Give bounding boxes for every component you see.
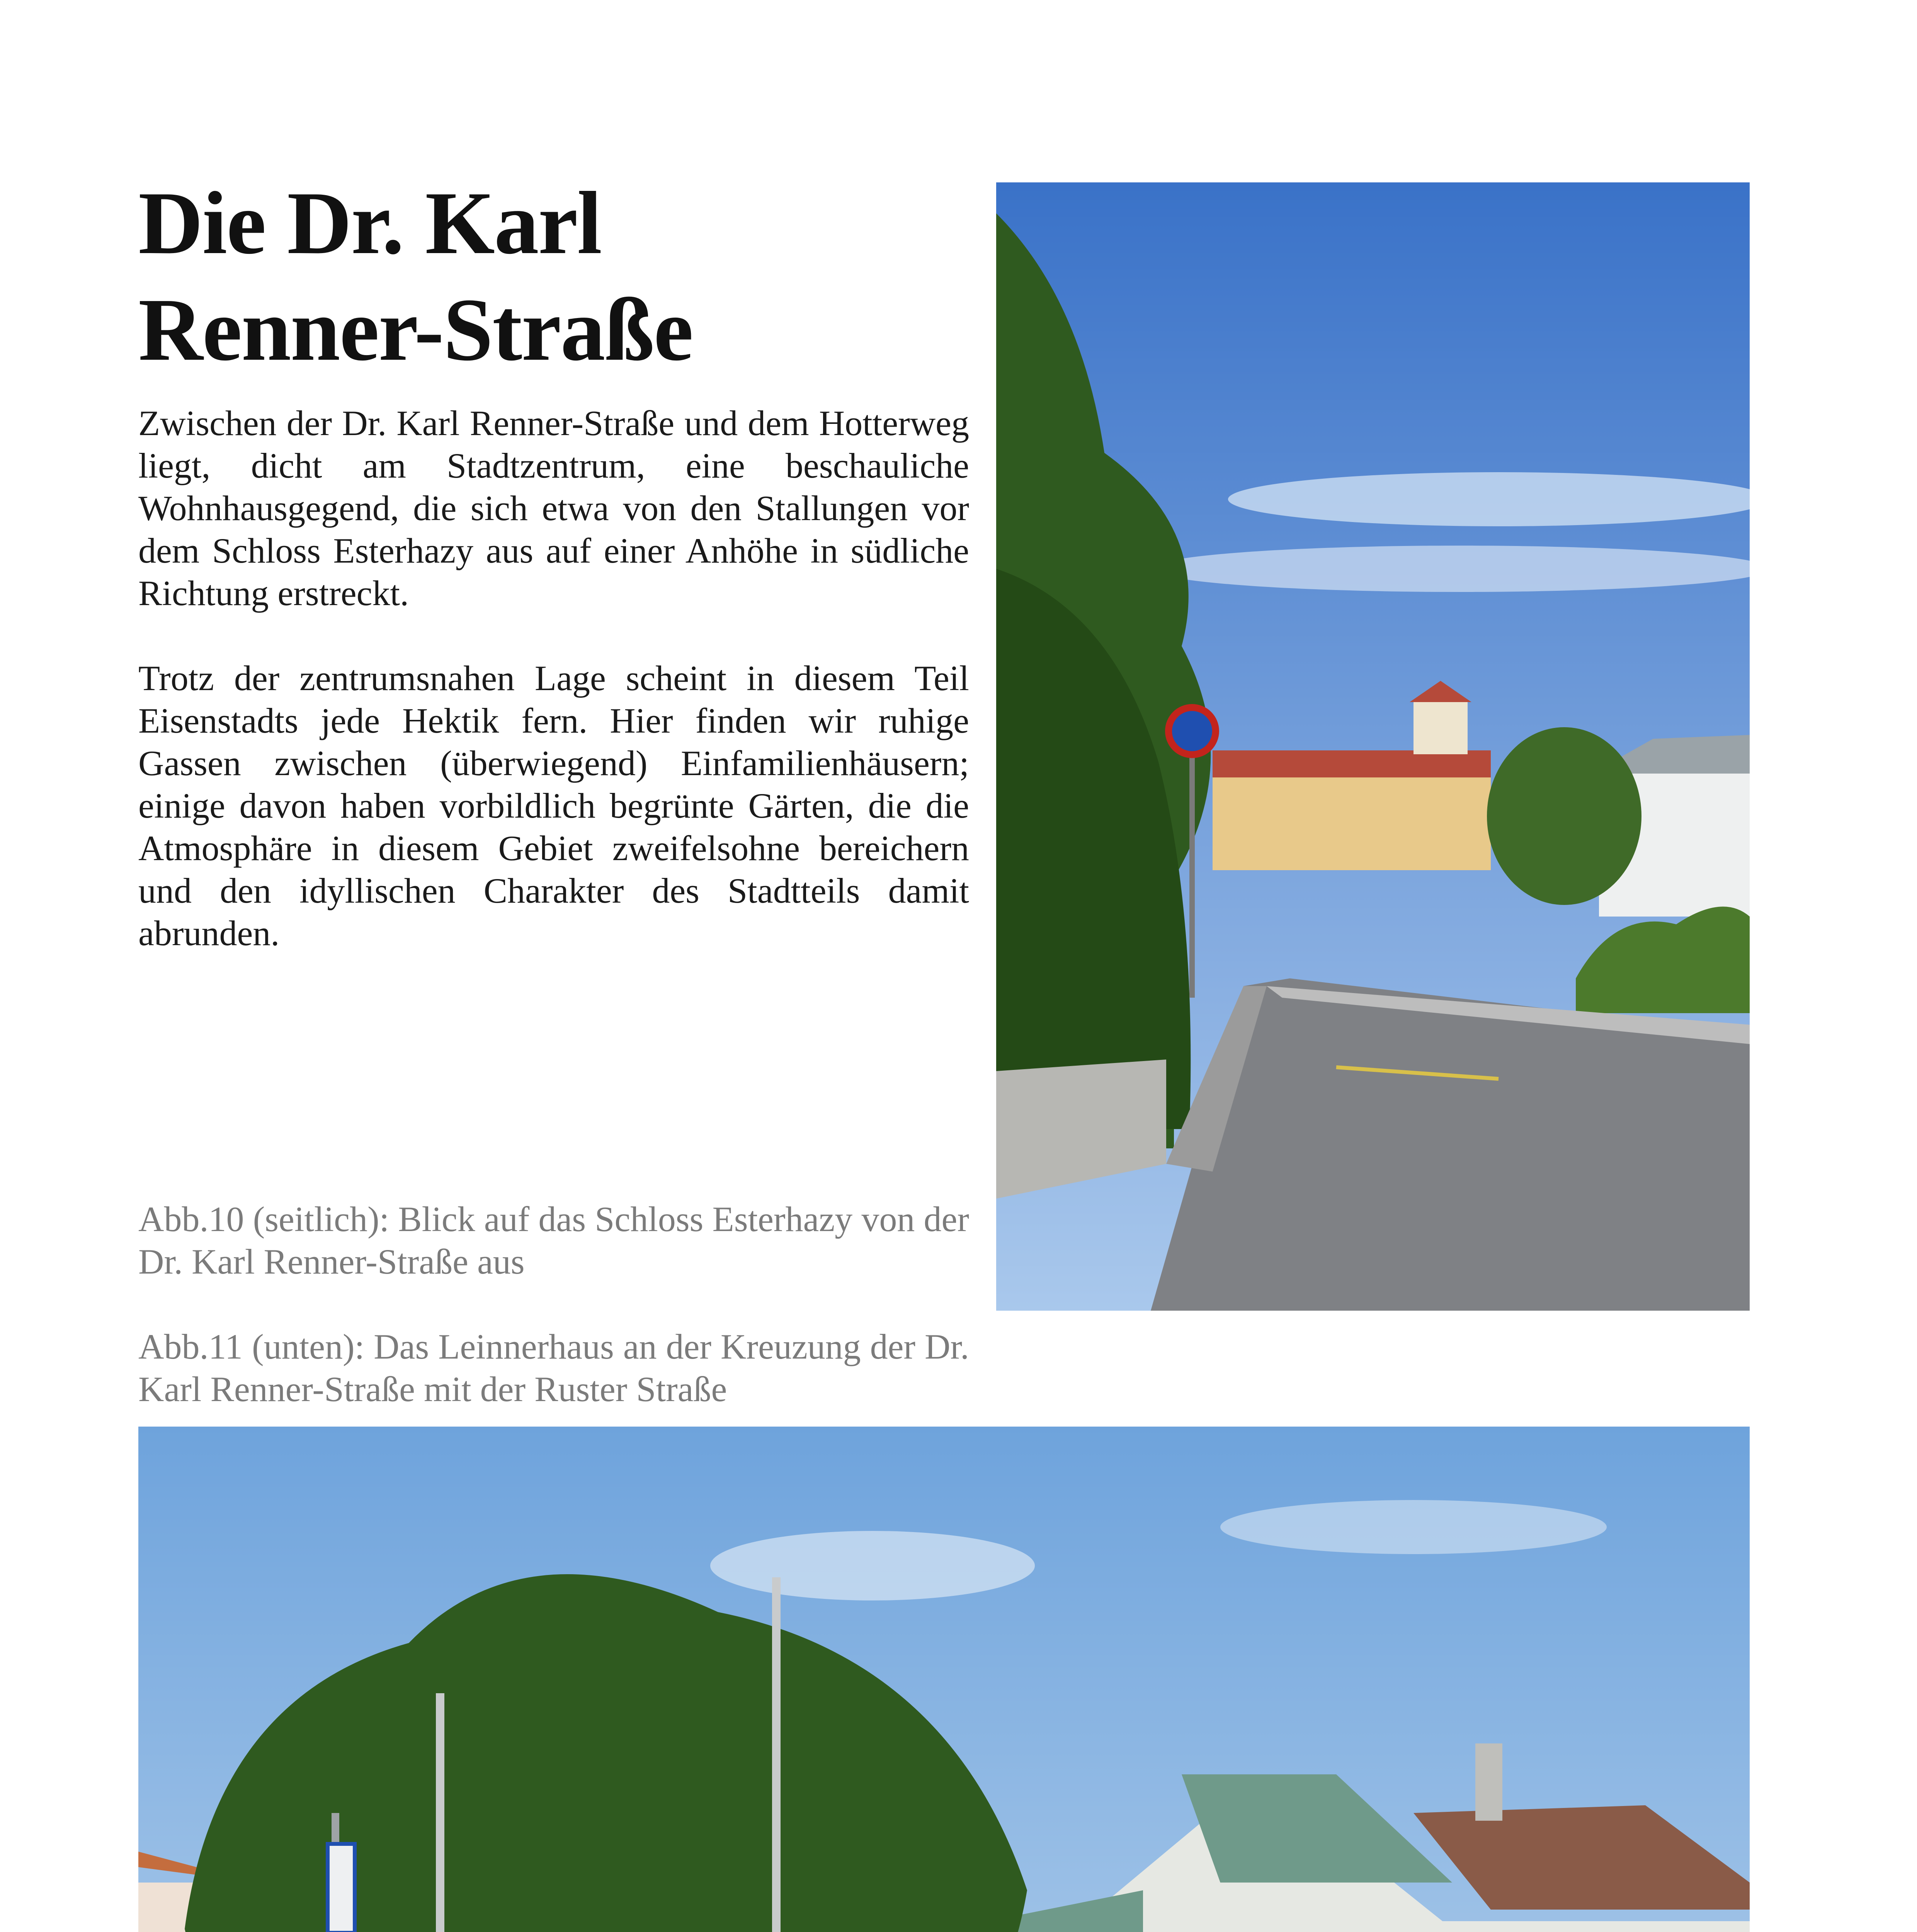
title-line-1: Die Dr. Karl — [138, 173, 602, 273]
paragraph-1: Zwischen der Dr. Karl Renner-Straße und dem Hotterweg liegt, dicht am Stadtzentrum, eine beschauliche Wohnhausgegend, die sich etwa von den Stallungen vor dem Schloss Esterhazy aus auf einer Anhöhe in südliche Richtung erstreckt. — [138, 403, 969, 613]
title-line-2: Renner-Straße — [138, 280, 693, 379]
page-title — [138, 170, 973, 383]
caption-figure-11: Abb.11 (unten): Das Leinnerhaus an der Kreuzung der Dr. Karl Renner-Straße mit der Ruster Straße — [138, 1327, 969, 1409]
caption-figure-10: Abb.10 (seitlich): Blick auf das Schloss Esterhazy von der Dr. Karl Renner-Straße aus — [138, 1199, 969, 1281]
photo-schloss-esterhazy-view — [996, 182, 1750, 1311]
body-text — [138, 402, 969, 997]
street-photo-illustration — [996, 182, 1750, 1311]
house-photo-illustration — [138, 1427, 1750, 1932]
photo-leinnerhaus-crossing — [138, 1427, 1750, 1932]
paragraph-2: Trotz der zentrumsnahen Lage scheint in diesem Teil Eisenstadts jede Hektik fern. Hier finden wir ruhige Gassen zwischen (überwiegend) Einfamilienhäusern; einige davon haben vorbildlich begrünte Gärten, die die Atmosphäre in diesem Gebiet zweifelsohne bereichern und den idyllischen Charakter des Stadtteils damit abrunden. — [138, 658, 969, 953]
